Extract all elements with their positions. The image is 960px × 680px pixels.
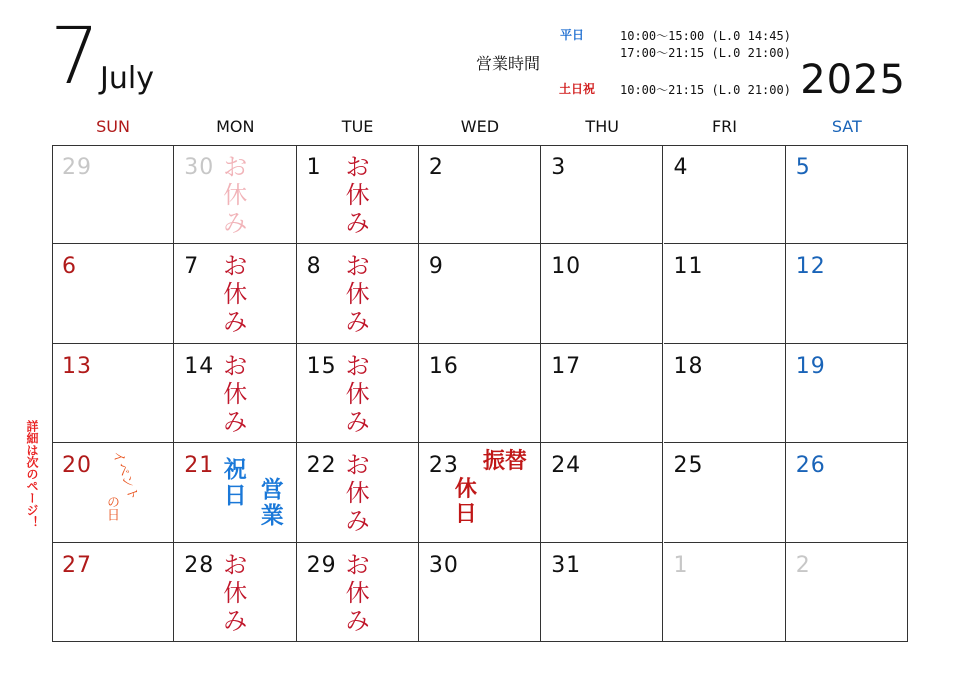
day-cell[interactable] — [786, 443, 908, 542]
day-cell[interactable] — [664, 543, 786, 642]
day-cell[interactable] — [664, 244, 786, 343]
day-number: 4 — [673, 155, 689, 180]
closed-label-char: 休 — [345, 578, 370, 607]
day-cell[interactable] — [786, 244, 908, 343]
closed-label-char: 休 — [223, 379, 248, 408]
day-cell[interactable] — [52, 244, 174, 343]
closed-label-char: 休 — [345, 181, 370, 209]
day-number: 30 — [428, 552, 459, 578]
day-number: 15 — [306, 353, 337, 379]
day-number: 24 — [551, 453, 582, 479]
day-cell[interactable] — [786, 344, 908, 443]
closed-label-char: お — [345, 252, 370, 281]
day-cell[interactable] — [664, 344, 786, 443]
day-cell[interactable] — [419, 145, 541, 244]
substitute-label-1 — [483, 449, 527, 474]
day-number: 25 — [673, 453, 704, 479]
closed-label-char: お — [223, 153, 248, 181]
day-cell[interactable] — [419, 443, 541, 542]
closed-label-char: み — [223, 606, 248, 635]
closed-label — [222, 352, 248, 436]
closed-label — [222, 551, 248, 635]
day-number: 7 — [184, 254, 200, 280]
day-cell[interactable] — [174, 244, 296, 343]
day-cell[interactable] — [297, 543, 419, 642]
day-cell[interactable] — [419, 244, 541, 343]
day-number: 29 — [62, 155, 92, 180]
closed-label — [345, 352, 371, 436]
weekday-hours-label: 平日 — [560, 28, 585, 42]
day-number: 27 — [62, 552, 92, 578]
closed-label — [222, 252, 248, 336]
holiday-hours: 10:00〜21:15 (L.0 21:00) — [620, 83, 791, 97]
closed-label-char: お — [345, 550, 370, 579]
day-number: 8 — [306, 254, 322, 280]
day-cell[interactable] — [52, 443, 174, 542]
day-cell[interactable] — [786, 543, 908, 642]
event-note-line2: の日 — [104, 495, 119, 522]
holiday-badge-char: 日 — [223, 483, 247, 510]
day-cell[interactable] — [52, 344, 174, 443]
closed-label — [345, 153, 371, 237]
day-cell[interactable] — [664, 443, 786, 542]
closed-label-char: お — [345, 351, 370, 380]
closed-label-char: み — [223, 308, 248, 337]
weekday-hours-1: 10:00〜15:00 (L.0 14:45) — [620, 29, 791, 43]
weekday-sun: SUN — [96, 117, 130, 136]
day-cell[interactable] — [174, 344, 296, 443]
day-number: 10 — [551, 254, 582, 280]
day-number: 3 — [551, 155, 567, 180]
open-badge-char: 業 — [260, 503, 284, 530]
day-cell[interactable] — [297, 443, 419, 542]
closed-label-char: 休 — [223, 280, 248, 309]
day-number: 6 — [62, 254, 77, 280]
closed-label-char: み — [345, 308, 370, 337]
closed-label-char: お — [223, 550, 248, 579]
day-cell[interactable] — [52, 543, 174, 642]
day-number: 29 — [306, 552, 337, 578]
day-number: 31 — [551, 552, 582, 578]
open-badge-char: 営 — [260, 477, 284, 504]
closed-label-char: お — [345, 451, 370, 480]
closed-label-char: み — [345, 407, 370, 436]
day-number: 2 — [795, 552, 811, 578]
year: 2025 — [800, 57, 906, 103]
closed-label-char: 休 — [345, 379, 370, 408]
day-cell[interactable] — [786, 145, 908, 244]
closed-label-char: 休 — [223, 181, 248, 209]
day-cell[interactable] — [297, 145, 419, 244]
closed-label-char: お — [345, 153, 370, 181]
day-cell[interactable] — [174, 145, 296, 244]
day-number: 30 — [184, 155, 215, 180]
closed-label-char: お — [223, 351, 248, 380]
weekday-wed: WED — [460, 117, 500, 136]
closed-label-char: み — [223, 209, 248, 237]
closed-label-char: み — [345, 209, 370, 237]
day-number: 9 — [428, 254, 444, 280]
day-cell[interactable] — [541, 145, 663, 244]
weekday-thu: THU — [585, 117, 619, 136]
open-badge — [259, 477, 285, 529]
day-cell[interactable] — [297, 344, 419, 443]
day-number: 23 — [428, 453, 459, 479]
day-cell[interactable] — [52, 145, 174, 244]
day-number: 17 — [551, 353, 582, 379]
weekday-mon: MON — [216, 117, 255, 136]
day-number: 18 — [673, 353, 704, 379]
closed-label-char: お — [223, 252, 248, 281]
weekday-tue: TUE — [341, 117, 374, 136]
calendar-grid — [52, 145, 908, 642]
closed-label — [345, 551, 371, 635]
day-cell[interactable] — [174, 443, 296, 542]
substitute-label-2 — [455, 477, 477, 527]
day-number: 16 — [428, 353, 459, 379]
event-note-line1: イベント — [108, 448, 141, 503]
month-name: July — [100, 61, 154, 96]
day-cell[interactable] — [541, 244, 663, 343]
day-number: 13 — [62, 353, 92, 379]
weekday-sat: SAT — [831, 117, 862, 136]
substitute-label-2-char: 日 — [454, 502, 477, 528]
day-number: 1 — [306, 155, 322, 180]
holiday-hours-label: 土日祝 — [559, 82, 596, 96]
day-cell[interactable] — [174, 543, 296, 642]
substitute-text: 振替 — [482, 449, 527, 475]
closed-label-char: み — [345, 606, 370, 635]
day-number: 19 — [795, 353, 826, 379]
closed-label-char: 休 — [345, 479, 370, 508]
closed-label — [222, 153, 248, 237]
day-number: 21 — [184, 453, 215, 479]
day-cell[interactable] — [419, 344, 541, 443]
substitute-label-2-char: 休 — [454, 477, 477, 503]
closed-label — [345, 451, 371, 535]
day-number: 2 — [428, 155, 444, 180]
day-number: 14 — [184, 353, 215, 379]
day-number: 1 — [673, 552, 689, 578]
day-number: 22 — [306, 453, 337, 479]
weekday-hours-2: 17:00〜21:15 (L.0 21:00) — [620, 46, 791, 60]
business-hours-title: 営業時間 — [476, 54, 541, 73]
closed-label-char: 休 — [223, 578, 248, 607]
day-cell[interactable] — [541, 344, 663, 443]
day-cell[interactable] — [541, 543, 663, 642]
closed-label — [345, 252, 371, 336]
side-note: 詳細は次のページ！ — [25, 420, 39, 528]
day-cell[interactable] — [664, 145, 786, 244]
day-number: 12 — [795, 254, 826, 280]
day-number: 28 — [184, 552, 215, 578]
closed-label-char: み — [345, 507, 370, 536]
day-number: 11 — [673, 254, 704, 280]
day-cell[interactable] — [541, 443, 663, 542]
month-number: 7 — [50, 12, 100, 102]
closed-label-char: 休 — [345, 280, 370, 309]
day-number: 5 — [795, 155, 811, 180]
day-number: 26 — [795, 453, 826, 479]
day-cell[interactable] — [297, 244, 419, 343]
holiday-badge-char: 祝 — [223, 457, 247, 484]
holiday-badge — [222, 457, 248, 509]
weekday-fri: FRI — [711, 117, 738, 136]
closed-label-char: み — [223, 407, 248, 436]
day-number: 20 — [62, 453, 92, 479]
day-cell[interactable] — [419, 543, 541, 642]
